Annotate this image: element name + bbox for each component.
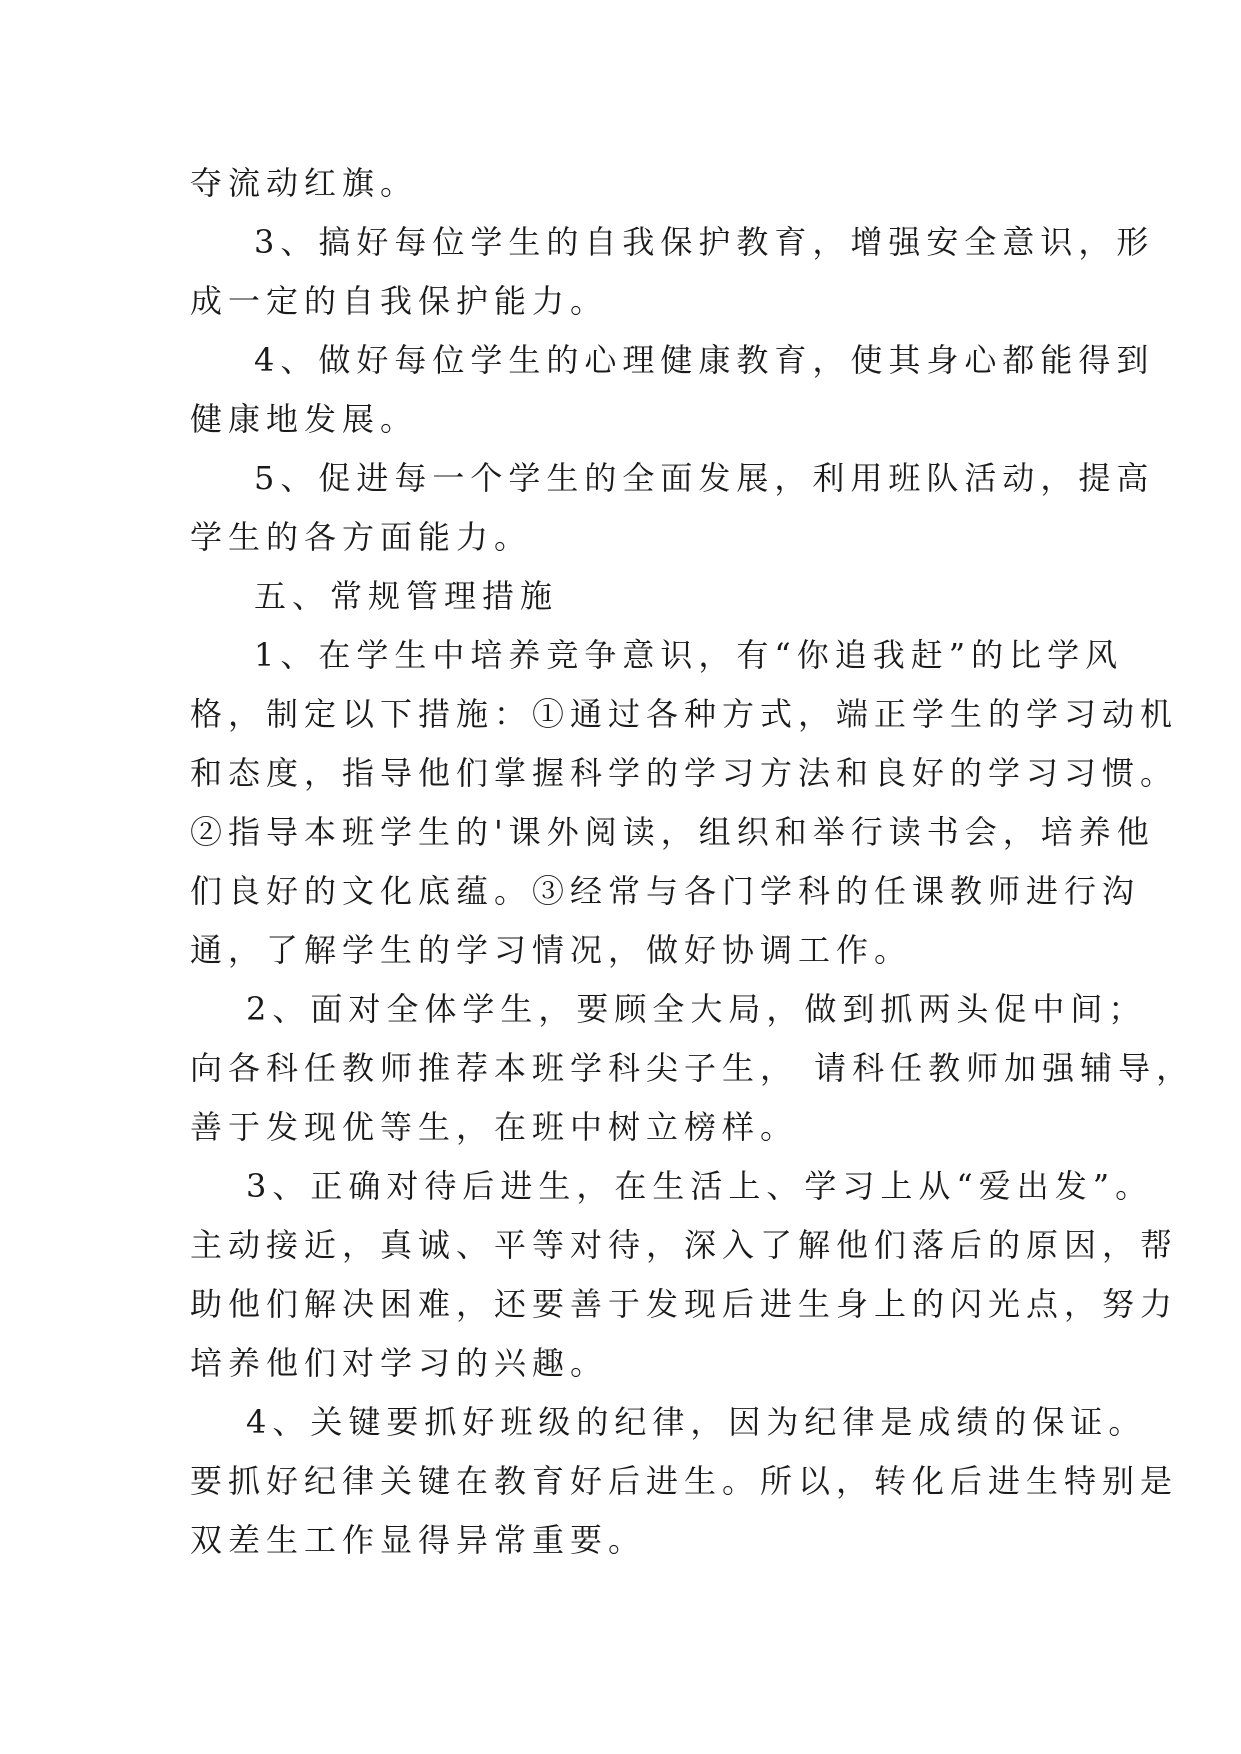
text-line: 成一定的自我保护能力。	[190, 282, 609, 320]
text-line: 向各科任教师推荐本班学科尖子生， 请科任教师加强辅导，	[190, 1049, 1195, 1087]
text-line: 和态度，指导他们掌握科学的学习方法和良好的学习习惯。	[190, 754, 1179, 792]
text-line: 3、正确对待后进生，在生活上、学习上从“爱出发”。	[246, 1167, 1154, 1205]
text-line: 3、搞好每位学生的自我保护教育，增强安全意识，形	[254, 223, 1155, 261]
text-line: 们良好的文化底蕴。③经常与各门学科的任课教师进行沟	[190, 872, 1141, 910]
text-line: 要抓好纪律关键在教育好后进生。所以，转化后进生特别是	[190, 1462, 1179, 1500]
section-heading: 五、常规管理措施	[254, 577, 559, 615]
text-line: 善于发现优等生，在班中树立榜样。	[190, 1108, 799, 1146]
text-line: 格，制定以下措施：①通过各种方式，端正学生的学习动机	[190, 695, 1179, 733]
text-line: 培养他们对学习的兴趣。	[190, 1344, 609, 1382]
text-line: 助他们解决困难，还要善于发现后进生身上的闪光点，努力	[190, 1285, 1179, 1323]
text-line: 4、做好每位学生的心理健康教育，使其身心都能得到	[254, 341, 1155, 379]
text-line: 5、促进每一个学生的全面发展，利用班队活动，提高	[254, 459, 1155, 497]
text-line: 2、面对全体学生，要顾全大局，做到抓两头促中间；	[246, 990, 1147, 1028]
text-line: 健康地发展。	[190, 400, 419, 438]
document-body	[190, 154, 1195, 1570]
text-line: 通，了解学生的学习情况，做好协调工作。	[190, 931, 913, 969]
text-line: 1、在学生中培养竞争意识，有“你追我赶”的比学风	[254, 636, 1124, 674]
text-line: 主动接近，真诚、平等对待，深入了解他们落后的原因，帮	[190, 1226, 1179, 1264]
text-line: ②指导本班学生的'课外阅读，组织和举行读书会，培养他	[190, 813, 1155, 851]
text-line: 夺流动红旗。	[190, 164, 419, 202]
text-line: 学生的各方面能力。	[190, 518, 533, 556]
text-line: 4、关键要抓好班级的纪律，因为纪律是成绩的保证。	[246, 1403, 1147, 1441]
text-line: 双差生工作显得异常重要。	[190, 1521, 647, 1559]
